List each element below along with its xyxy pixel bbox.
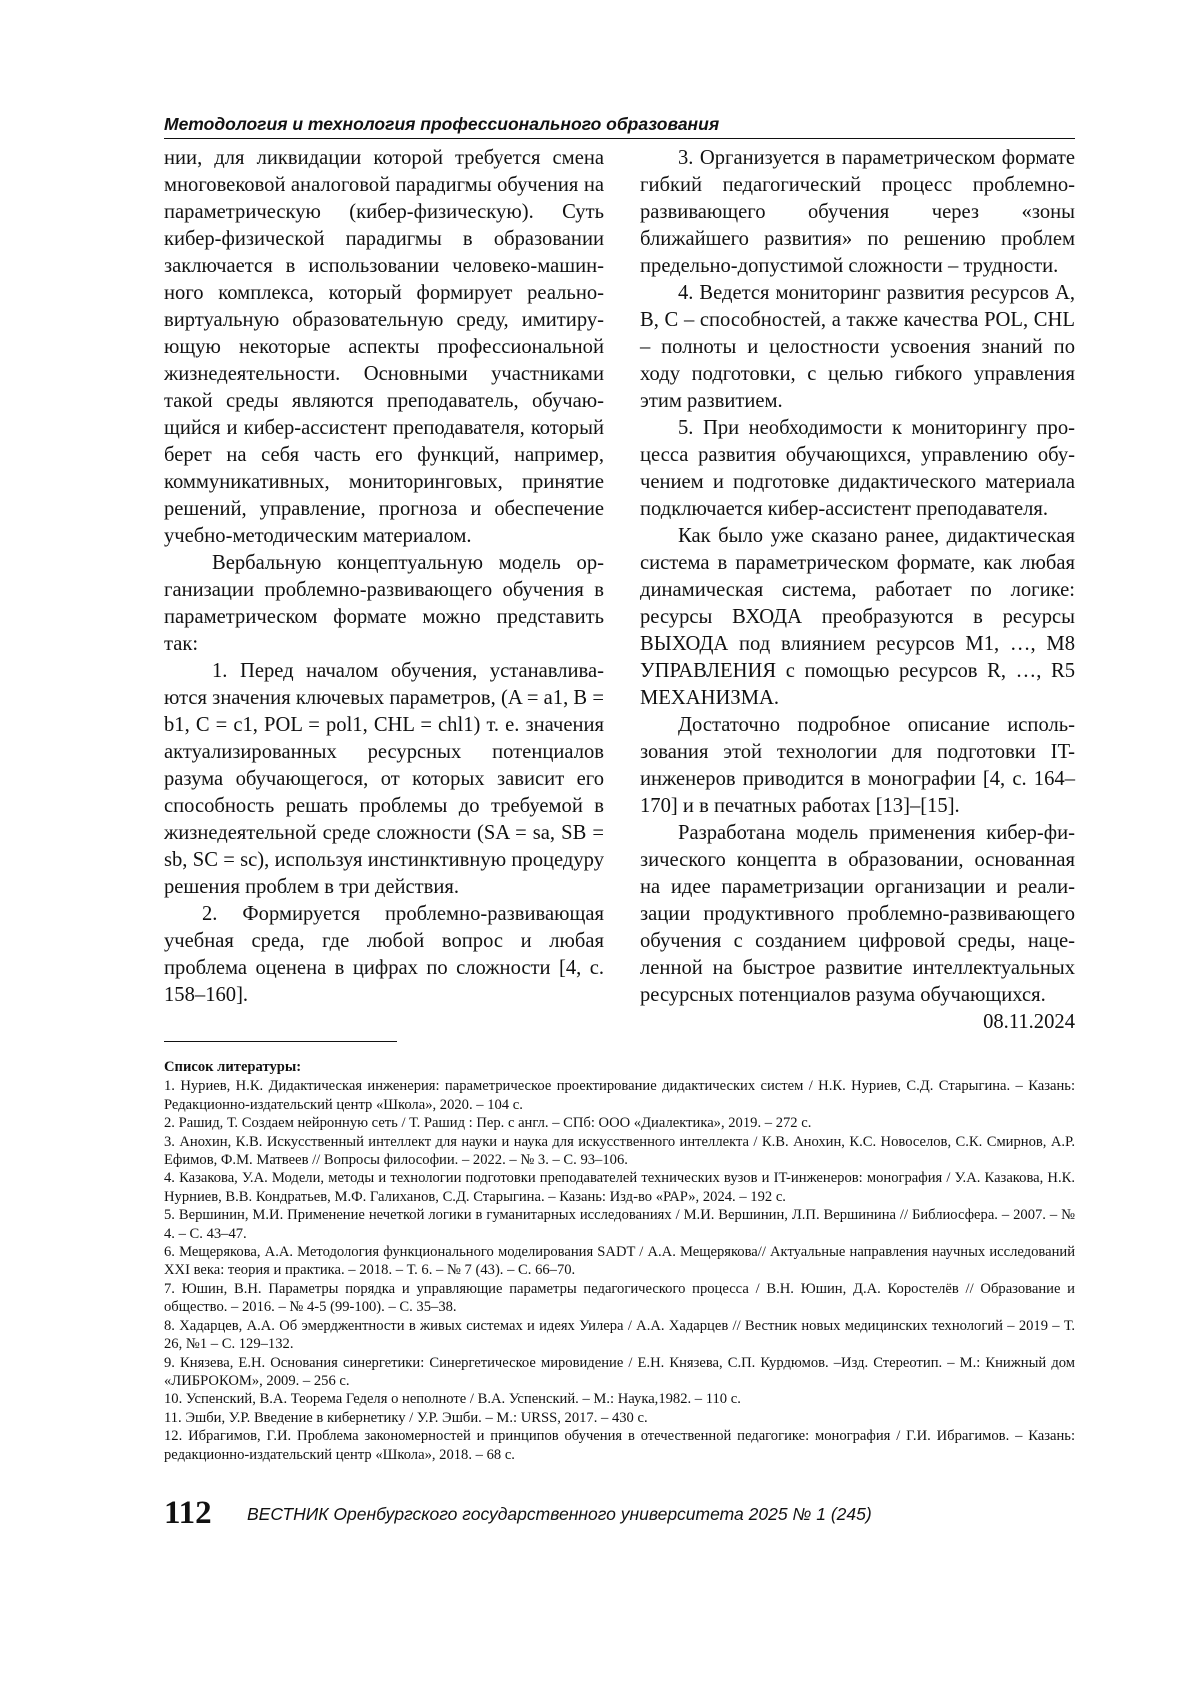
reference-item: 8. Хадарцев, А.А. Об эмерджентности в живых системах и идеях Уилера / А.А. Хадарцев // Вестник новых медицинских технологий – 2019 – Т. 26, №1 – С. 129–132. — [164, 1317, 1075, 1353]
page-footer — [164, 1495, 1075, 1535]
body-paragraph: Как было уже сказано ранее, дидактическая система в параметрическом формате, как любая динамическая система, работает по логике: ресурсы ВХОДА преобразуются в ресурсы ВЫХОДА под влиянием ресурсов M1, …, M8 УПРАВЛЕНИЯ с помощью ресурсов R, …, R5 МЕХАНИЗМА. — [640, 525, 1075, 709]
body-paragraph: 5. При необходимости к мониторингу процесса развития обучающихся, управлению обучением и подготовке дидактического материала подключается кибер-ассистент преподавателя. — [640, 417, 1075, 520]
body-paragraph: 2. Формируется проблемно-развивающая учебная среда, где любой вопрос и любая проблема оценена в цифрах по сложности [4, с. 158–160]. — [164, 903, 604, 1006]
body-paragraph: 1. Перед началом обучения, устанавливаются значения ключевых параметров, (A = a1, B = b1, C = c1, POL = pol1, CHL = chl1) т. е. значения актуализированных ресурсных потенциалов разума обучающегося, от которых зависит его способность решать проблемы до требуемой в жизнедеятельной среде сложности (SA = sa, SB = sb, SC = sc), используя инстинктивную процедуру решения проблем в три действия. — [164, 660, 604, 898]
reference-item: 4. Казакова, У.А. Модели, методы и технологии подготовки преподавателей технических вузов и IT-инженеров: монография / У.А. Казакова, Н.К. Нурниев, В.В. Кондратьев, М.Ф. Галиханов, С.Д. Старыгина. – Казань: Изд-во «РАР», 2024. – 192 с. — [164, 1170, 1075, 1205]
body-paragraph: 4. Ведется мониторинг развития ресурсов A, B, C – способностей, а также качества POL, CHL – полноты и целостности усвоения знаний по ходу подготовки, с целью гибкого управления этим развитием. — [640, 282, 1075, 412]
journal-title: ВЕСТНИК Оренбургского государственного университета 2025 № 1 (245) — [247, 1504, 872, 1524]
reference-item: 2. Рашид, Т. Создаем нейронную сеть / Т. Рашид : Пер. с англ. – СПб: ООО «Диалектика», 2019. – 272 с. — [164, 1115, 812, 1132]
reference-item: 11. Эшби, У.Р. Введение в кибернетику / У.Р. Эшби. – М.: URSS, 2017. – 430 с. — [164, 1409, 648, 1426]
submission-date: 08.11.2024 — [983, 1011, 1075, 1033]
reference-item: 3. Анохин, К.В. Искусственный интеллект для науки и наука для искусственного интеллекта / К.В. Анохин, К.С. Новоселов, С.К. Смирнов, А.Р. Ефимов, Ф.М. Матвеев // Вопросы философии. – 2022. – № 3. – С. 93–106. — [164, 1133, 1075, 1169]
reference-item: 6. Мещерякова, А.А. Методология функционального моделирования SADT / А.А. Мещерякова// Актуальные направления научных исследований XXI века: теория и практика. – 2018. – Т. 6. – № 7 (43). – С. 66–70. — [164, 1244, 1075, 1279]
reference-item: 5. Вершинин, М.И. Применение нечеткой логики в гуманитарных исследованиях / М.И. Вершинин, Л.П. Вершинина // Библиосфера. – 2007. – № 4. – С. 43–47. — [164, 1207, 1075, 1242]
body-paragraph: Достаточно подробное описание использования этой технологии для подготовки IT-инженеров приводится в монографии [4, с. 164–170] и в печатных работах [13]–[15]. — [640, 714, 1075, 817]
body-paragraph: Вербальную концептуальную модель организации проблемно-развивающего обучения в параметрическом формате можно представить так: — [164, 552, 604, 655]
footnote-divider — [164, 1041, 397, 1042]
reference-item: 9. Князева, Е.Н. Основания синергетики: Синергетическое мировидение / Е.Н. Князева, С.П. Курдюмов. –Изд. Стереотип. – М.: Книжный дом «ЛИБРОКОМ», 2009. – 256 с. — [164, 1354, 1075, 1389]
reference-item: 10. Успенский, В.А. Теорема Геделя о неполноте / В.А. Успенский. – М.: Наука,1982. – 110 с. — [164, 1391, 741, 1408]
right-column — [640, 145, 1075, 1036]
body-paragraph: 3. Организуется в параметрическом формате гибкий педагогический процесс проблемно-развивающего обучения через «зоны ближайшего развития» по решению проблем предельно-допустимой сложности – трудности. — [640, 147, 1075, 277]
references-section — [164, 1058, 1075, 1464]
references-title: Список литературы: — [164, 1059, 302, 1075]
left-column — [164, 145, 604, 1009]
page-number: 112 — [164, 1495, 212, 1531]
body-paragraph: Разработана модель применения кибер-физического концепта в образовании, основанная на идее параметризации организации и реализации продуктивного проблемно-развивающего обучения с созданием цифровой среды, нацеленной на быстрое развитие интеллектуальных ресурсных потенциалов разума обучающихся. — [640, 822, 1075, 1006]
body-paragraph: нии, для ликвидации которой требуется смена многовековой аналоговой парадигмы обучения на параметрическую (кибер-физическую). Суть кибер-физической парадигмы в образовании заключается в использовании человеко-машинного комплекса, который формирует реально-виртуальную образовательную среду, имитирующую некоторые аспекты профессиональной жизнедеятельности. Основными участниками такой среды являются преподаватель, обучающийся и кибер-ассистент преподавателя, который берет на себя часть его функций, например, коммуникативных, мониторинговых, принятие решений, управление, прогноза и обеспечение учебно-методическим материалом. — [164, 147, 604, 547]
references-list — [164, 1077, 1075, 1464]
running-head: Методология и технология профессионального образования — [164, 114, 1075, 139]
reference-item: 7. Юшин, В.Н. Параметры порядка и управляющие параметры педагогического процесса / В.Н. Юшин, Д.А. Коростелёв // Образование и общество. – 2016. – № 4-5 (99-100). – С. 35–38. — [164, 1280, 1075, 1316]
reference-item: 1. Нуриев, Н.К. Дидактическая инженерия: параметрическое проектирование дидактических систем / Н.К. Нуриев, С.Д. Старыгина. – Казань: Редакционно-издательский центр «Школа», 2020. – 104 с. — [164, 1078, 1075, 1113]
reference-item: 12. Ибрагимов, Г.И. Проблема закономерностей и принципов обучения в отечественной педагогике: монография / Г.И. Ибрагимов. – Казань: редакционно-издательский центр «Школа», 2018. – 68 с. — [164, 1428, 1075, 1463]
